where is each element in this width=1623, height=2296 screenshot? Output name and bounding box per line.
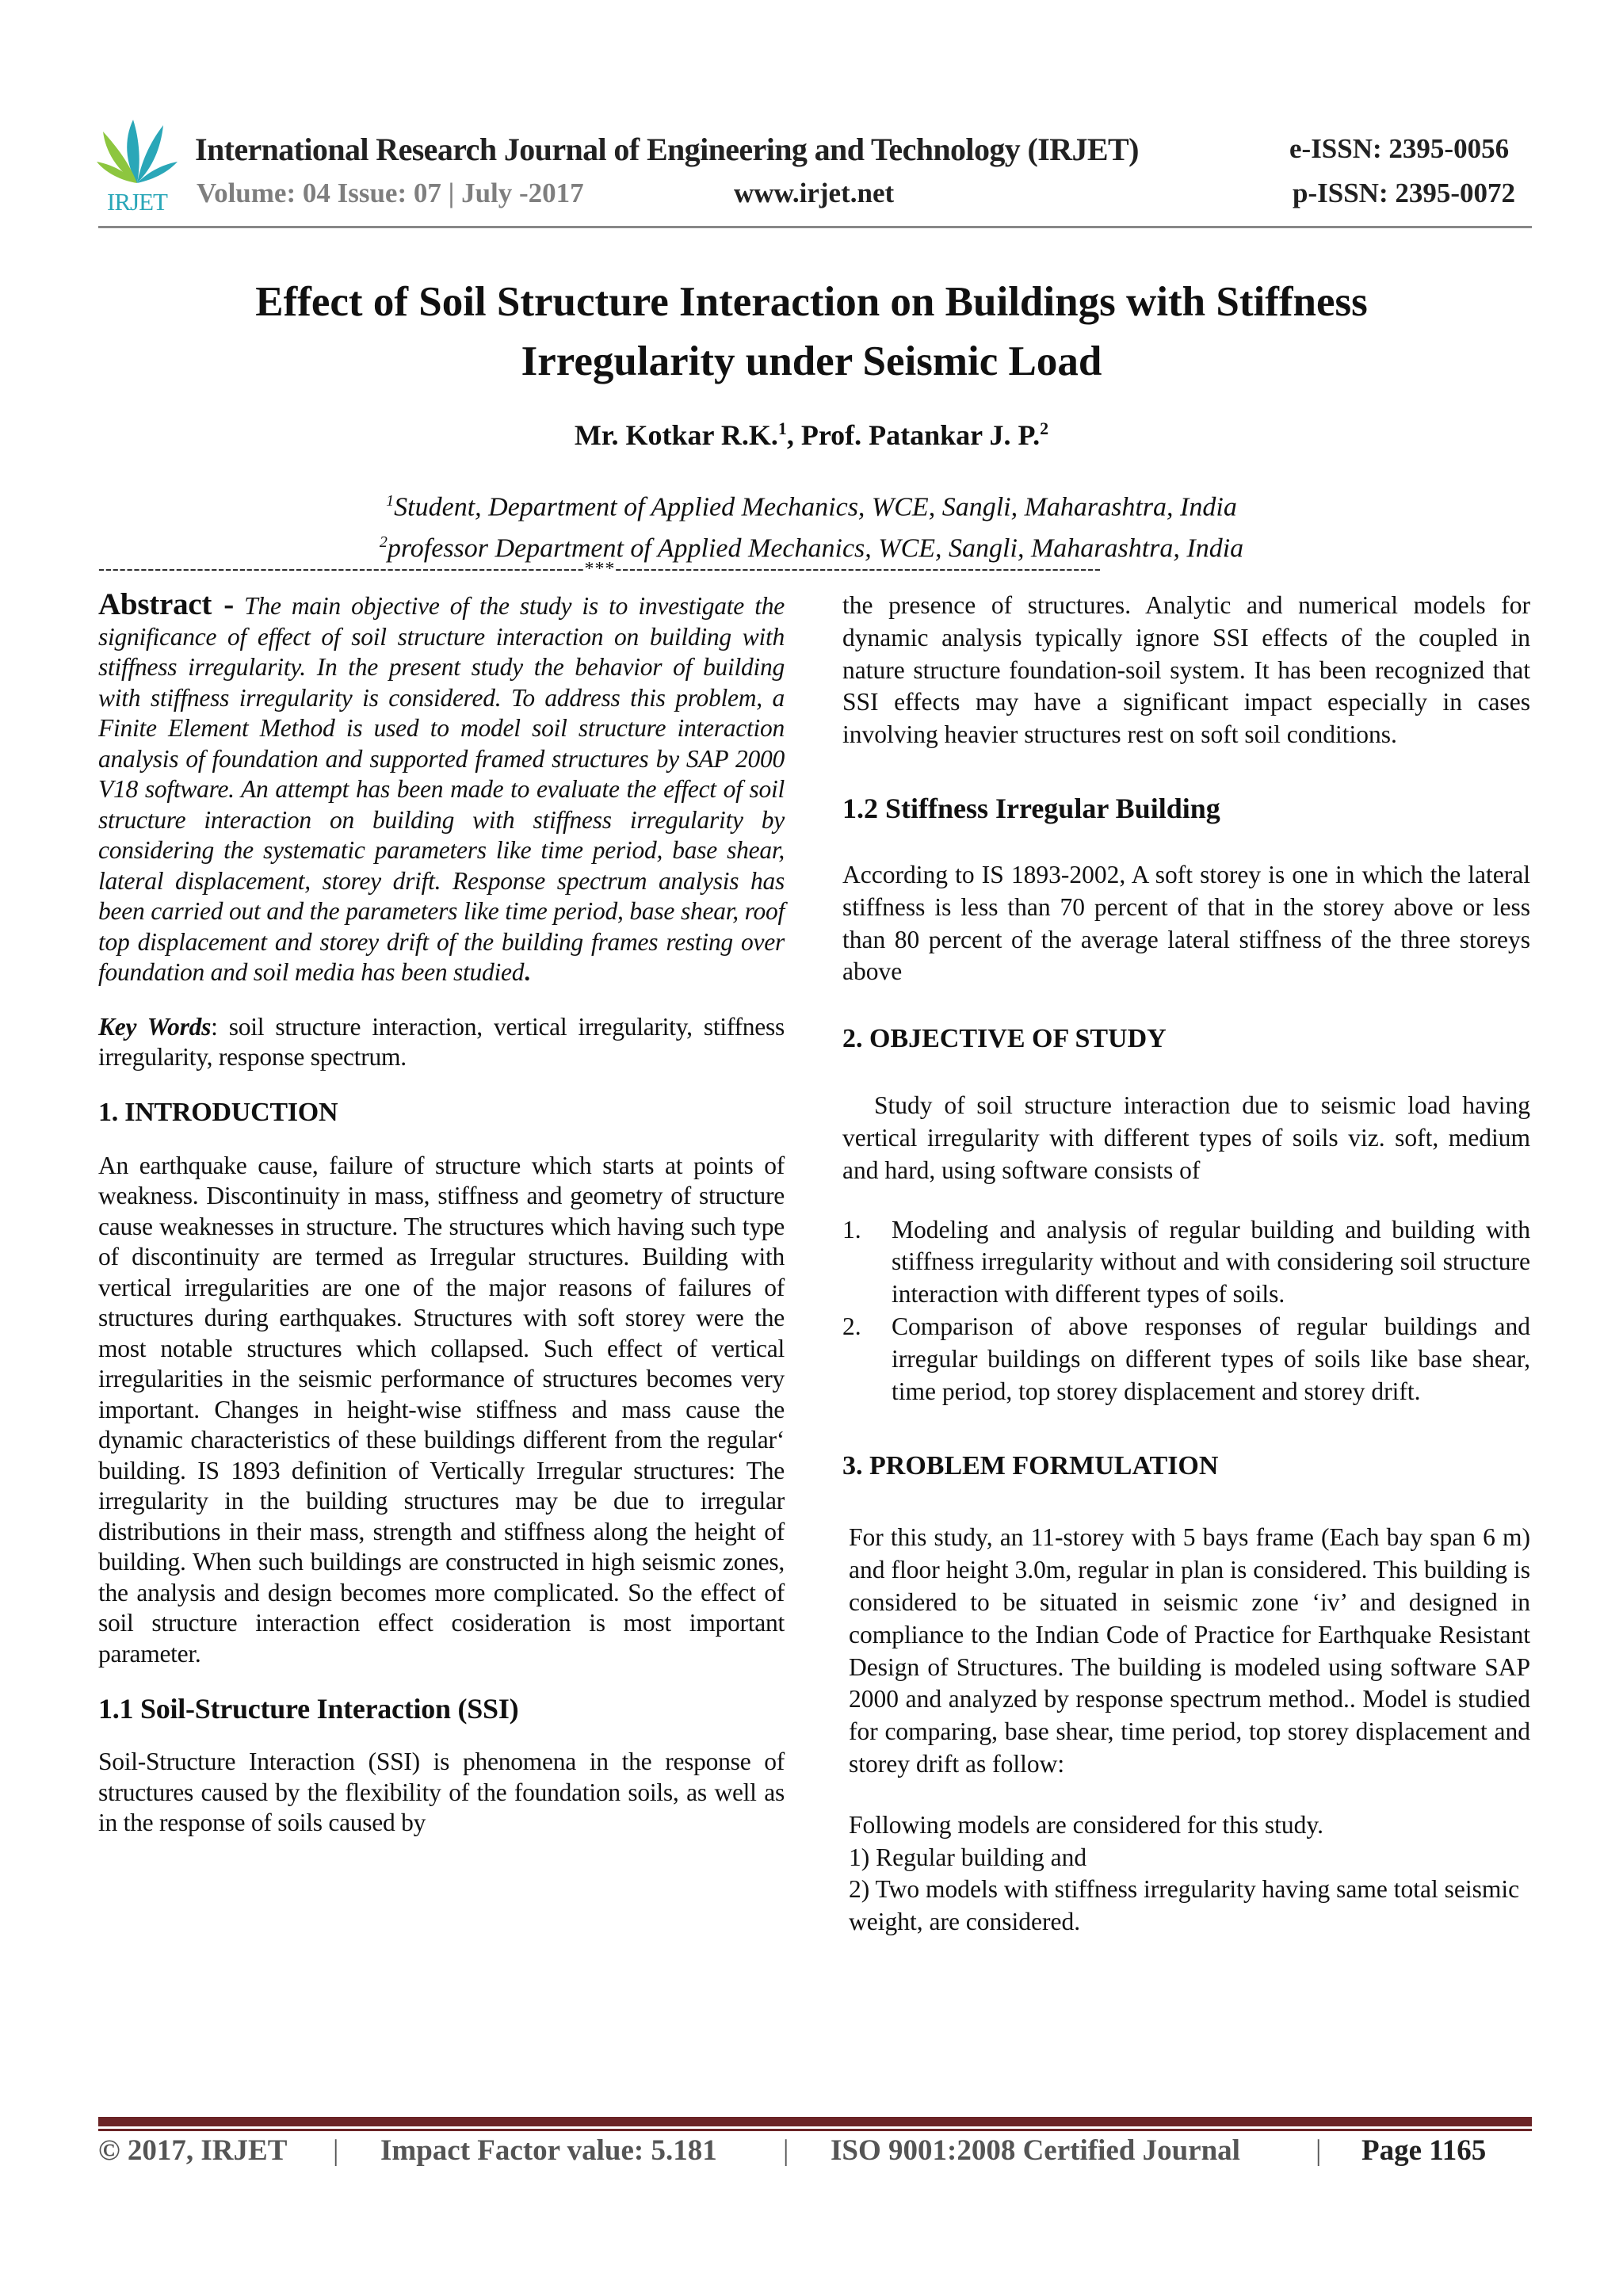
affiliation-1-sup: 1: [386, 492, 395, 510]
objective-heading: 2. OBJECTIVE OF STUDY: [842, 1024, 1167, 1054]
ssi-continued: the presence of structures. Analytic and numerical models for dynamic analysis typically ignore SSI effects of the coupled in nature structure foundation-soil system. It has been recognized that SSI effects may have a significant impact especially in cases involving heavier structures rest on soft soil conditions.: [842, 591, 1530, 749]
list-number: 2.: [842, 1312, 861, 1340]
right-column: [842, 590, 1530, 1939]
footer-impact: Impact Factor value: 5.181: [380, 2134, 717, 2167]
list-item: [842, 1214, 1530, 1311]
pissn: p-ISSN: 2395-0072: [1293, 178, 1516, 208]
model-1: 1) Regular building and: [849, 1843, 1087, 1871]
objective-text: Study of soil structure interaction due to seismic load having vertical irregularity with different types of soils viz. soft, medium and hard, using software consists of: [842, 1091, 1530, 1184]
ssi-text: Soil-Structure Interaction (SSI) is phenomena in the response of structures caused by the flexibility of the foundation soils, as well as in the response of soils caused by: [98, 1748, 785, 1836]
title-line-2: Irregularity under Seismic Load: [521, 338, 1102, 384]
ssi-heading: 1.1 Soil-Structure Interaction (SSI): [98, 1693, 519, 1725]
left-column: [98, 587, 785, 1839]
author-2: , Prof. Patankar J. P.: [786, 419, 1041, 451]
header-rule: [98, 226, 1532, 228]
list-number: 1.: [842, 1215, 861, 1244]
list-item: [842, 1311, 1530, 1408]
author-1-sup: 1: [777, 418, 787, 438]
author-2-sup: 2: [1040, 418, 1049, 438]
website-link[interactable]: www.irjet.net: [734, 178, 895, 208]
eissn: e-ISSN: 2395-0056: [1289, 133, 1510, 164]
footer-iso: ISO 9001:2008 Certified Journal: [831, 2134, 1240, 2167]
intro-heading: 1. INTRODUCTION: [98, 1097, 338, 1127]
footer-rule-thin: [98, 2129, 1532, 2131]
intro-text: An earthquake cause, failure of structure which starts at points of weakness. Discontinuity in mass, stiffness and geometry of structure cause weaknesses in structure. The structures which having such type of discontinuity are termed as Irregular structures. Building with vertical irregularities are one of the major reasons of failures of structures during earthquakes. Structures with soft storey were the most notable structures which collapsed. Such effect of vertical irregularities in the seismic performance of structures becomes very important. Changes in height-wise stiffness and mass cause the dynamic characteristics of these buildings different from the regular‘ building. IS 1893 definition of Vertically Irregular structures: The irregularity in the building structures may be due to irregular distributions in their mass, strength and stiffness along the height of building. When such buildings are constructed in high seismic zones, the analysis and design becomes more complicated. So the effect of soil structure interaction effect cosideration is most important parameter.: [98, 1151, 785, 1668]
irjet-logo: [94, 116, 181, 215]
abstract-text: The main objective of the study is to investigate the significance of effect of soil structure interaction on building with stiffness irregularity. In the present study the behavior of building with stiffness irregularity is considered. To address this problem, a Finite Element Method is used to model soil structure interaction analysis of foundation and supported framed structures by SAP 2000 V18 software. An attempt has been made to evaluate the effect of soil structure interaction on building with stiffness irregularity by considering the systematic parameters like time period, base shear, lateral displacement, storey drift. Response spectrum analysis has been carried out and the parameters like time period, base shear, roof top displacement and storey drift of the building frames resting over foundation and soil media has been studied: [98, 592, 785, 986]
models-intro: Following models are considered for this study.: [849, 1810, 1323, 1839]
stiffness-text: According to IS 1893-2002, A soft storey is one in which the lateral stiffness is less than 70 percent of that in the storey above or less than 80 percent of the average lateral stiffness of the three storeys above: [842, 860, 1530, 986]
authors: [0, 418, 1623, 452]
affiliation-1-text: Student, Department of Applied Mechanics, WCE, Sangli, Maharashtra, India: [394, 492, 1237, 522]
author-1: Mr. Kotkar R.K.: [574, 419, 778, 451]
affiliation-2-sup: 2: [379, 533, 388, 552]
footer-rule-thick: [98, 2117, 1532, 2126]
footer-sep: |: [783, 2134, 789, 2167]
problem-heading: 3. PROBLEM FORMULATION: [842, 1451, 1219, 1481]
abstract: [98, 587, 785, 988]
stiffness-heading: 1.2 Stiffness Irregular Building: [842, 792, 1220, 824]
model-2: 2) Two models with stiffness irregularity having same total seismic weight, are considered.: [849, 1875, 1520, 1936]
footer-page: Page 1165: [1361, 2134, 1487, 2167]
problem-text: For this study, an 11-storey with 5 bays frame (Each bay span 6 m) and floor height 3.0m, regular in plan is considered. This building is considered to be situated in seismic zone ‘iv’ and designed in compliance to the Indian Code of Practice for Earthquake Resistant Design of Structures. The building is modeled using software SAP 2000 and analyzed by response spectrum method.. Model is studied for comparing, base shear, time period, top storey displacement and storey drift as follow:: [849, 1523, 1530, 1778]
dashed-separator: ---------------------------------------------------------------------***---------------------------------------------------------------------: [98, 559, 1102, 579]
objective-list: [842, 1214, 1530, 1408]
affiliations: [0, 483, 1623, 567]
models-list: [842, 1809, 1530, 1939]
footer-copyright: © 2017, IRJET: [98, 2134, 288, 2167]
affiliation-2-text: professor Department of Applied Mechanics, WCE, Sangli, Maharashtra, India: [387, 533, 1244, 563]
keywords-text: : soil structure interaction, vertical irregularity, stiffness irregularity, response spectrum.: [98, 1012, 785, 1071]
abstract-label: Abstract -: [98, 587, 234, 621]
keywords: [98, 1012, 785, 1073]
abstract-end: .: [524, 958, 530, 986]
footer-sep: |: [1316, 2134, 1322, 2167]
logo-leaves-icon: [94, 116, 181, 187]
title-line-1: Effect of Soil Structure Interaction on Buildings with Stiffness: [255, 279, 1368, 325]
paper-title: [0, 273, 1623, 392]
footer-sep: |: [333, 2134, 339, 2167]
logo-text: IRJET: [107, 188, 167, 216]
list-text: Comparison of above responses of regular buildings and irregular buildings on different types of soils like base shear, time period, top storey displacement and storey drift.: [892, 1312, 1530, 1405]
volume-issue: Volume: 04 Issue: 07 | July -2017: [197, 178, 584, 208]
affiliation-1: [0, 483, 1623, 525]
list-text: Modeling and analysis of regular building and building with stiffness irregularity without and with considering soil structure interaction with different types of soils.: [892, 1215, 1530, 1308]
keywords-label: Key Words: [98, 1012, 212, 1041]
journal-title: International Research Journal of Engineering and Technology (IRJET): [195, 132, 1139, 167]
